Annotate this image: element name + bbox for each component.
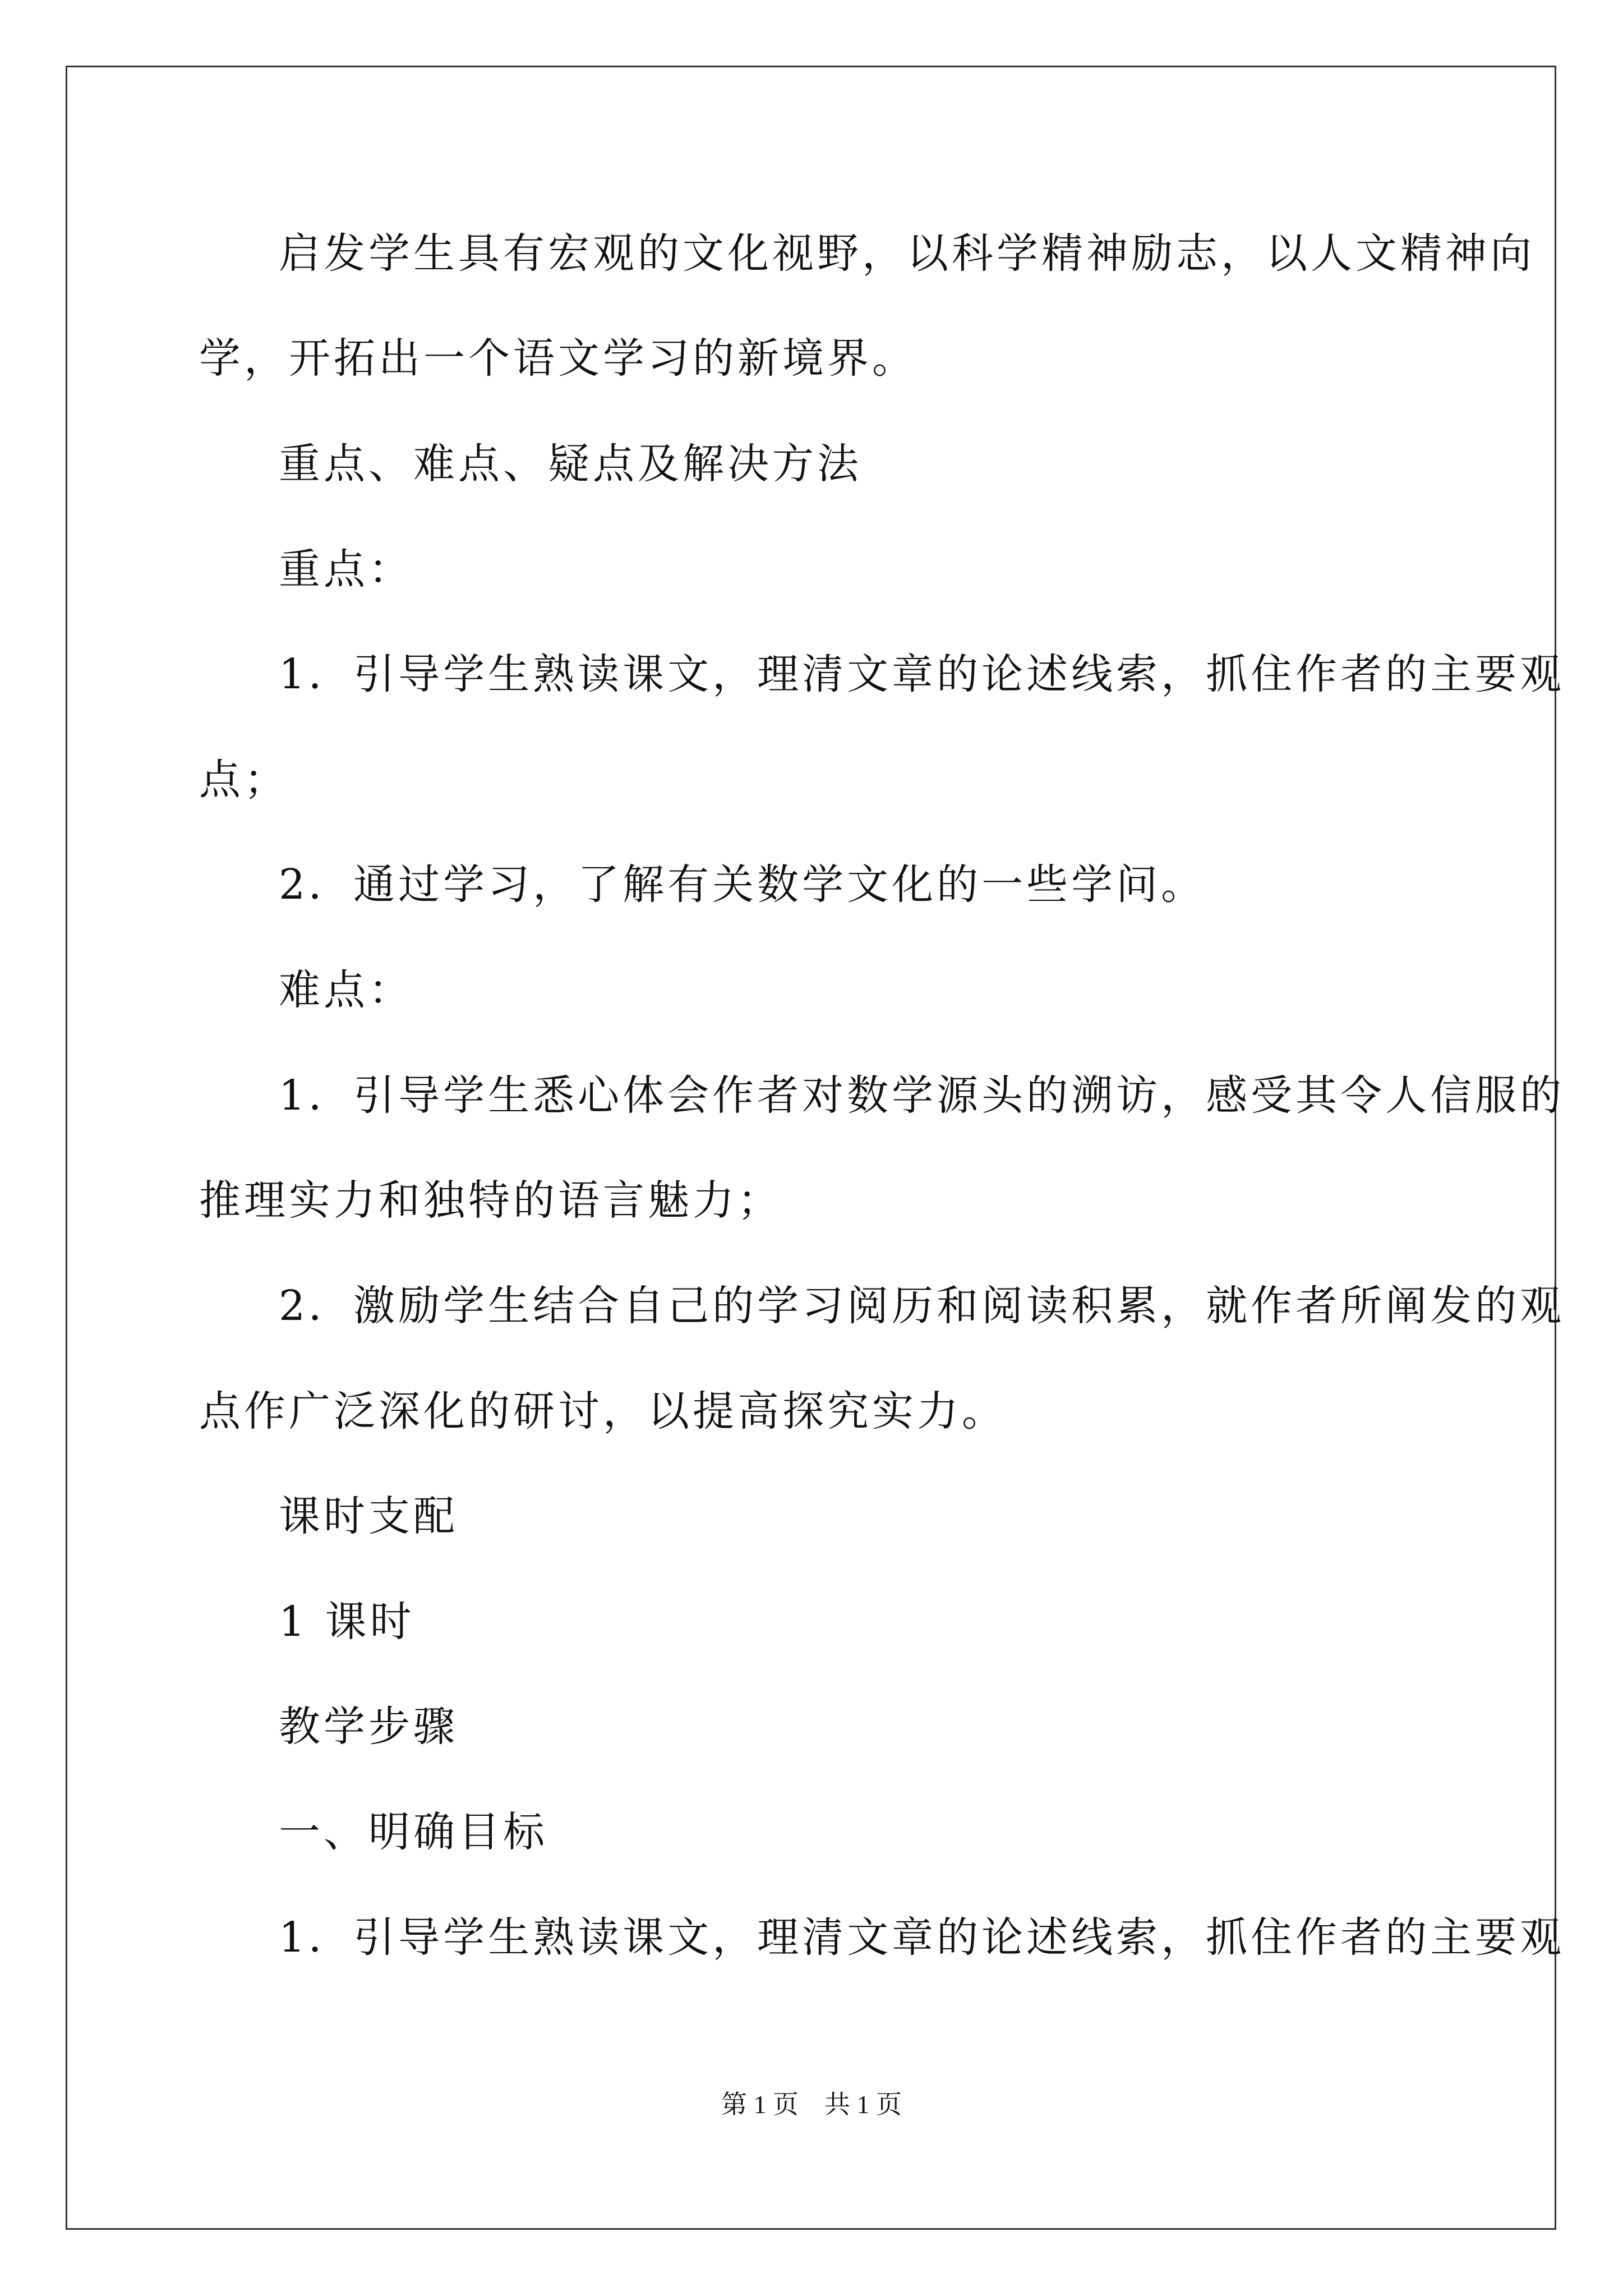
text-line-6: 点； xyxy=(199,756,289,804)
text-line-9: 1．引导学生悉心体会作者对数学源头的溯访，感受其令人信服的 xyxy=(279,1071,1565,1120)
text-line-12: 点作广泛深化的研讨，以提高探究实力。 xyxy=(199,1387,1007,1435)
text-line-4: 重点： xyxy=(279,545,413,593)
text-line-5: 1．引导学生熟读课文，理清文章的论述线索，抓住作者的主要观 xyxy=(279,650,1565,698)
page-border xyxy=(66,66,1556,2230)
text-line-14: 1 课时 xyxy=(279,1598,415,1646)
text-line-17: 1．引导学生熟读课文，理清文章的论述线索，抓住作者的主要观 xyxy=(279,1913,1565,1962)
text-line-7: 2．通过学习，了解有关数学文化的一些学问。 xyxy=(279,861,1206,909)
text-line-10: 推理实力和独特的语言魅力； xyxy=(199,1176,782,1225)
text-line-3: 重点、难点、疑点及解决方法 xyxy=(279,440,862,488)
text-line-2: 学，开拓出一个语文学习的新境界。 xyxy=(199,334,917,383)
text-line-11: 2．激励学生结合自己的学习阅历和阅读积累，就作者所阐发的观 xyxy=(279,1282,1565,1330)
text-line-13: 课时支配 xyxy=(279,1492,458,1540)
text-line-8: 难点： xyxy=(279,966,413,1014)
text-line-16: 一、明确目标 xyxy=(279,1808,548,1856)
text-line-1: 启发学生具有宏观的文化视野，以科学精神励志，以人文精神向 xyxy=(279,229,1535,278)
page-footer: 第 1 页 共 1 页 xyxy=(721,2090,902,2119)
text-line-15: 教学步骤 xyxy=(279,1703,458,1751)
